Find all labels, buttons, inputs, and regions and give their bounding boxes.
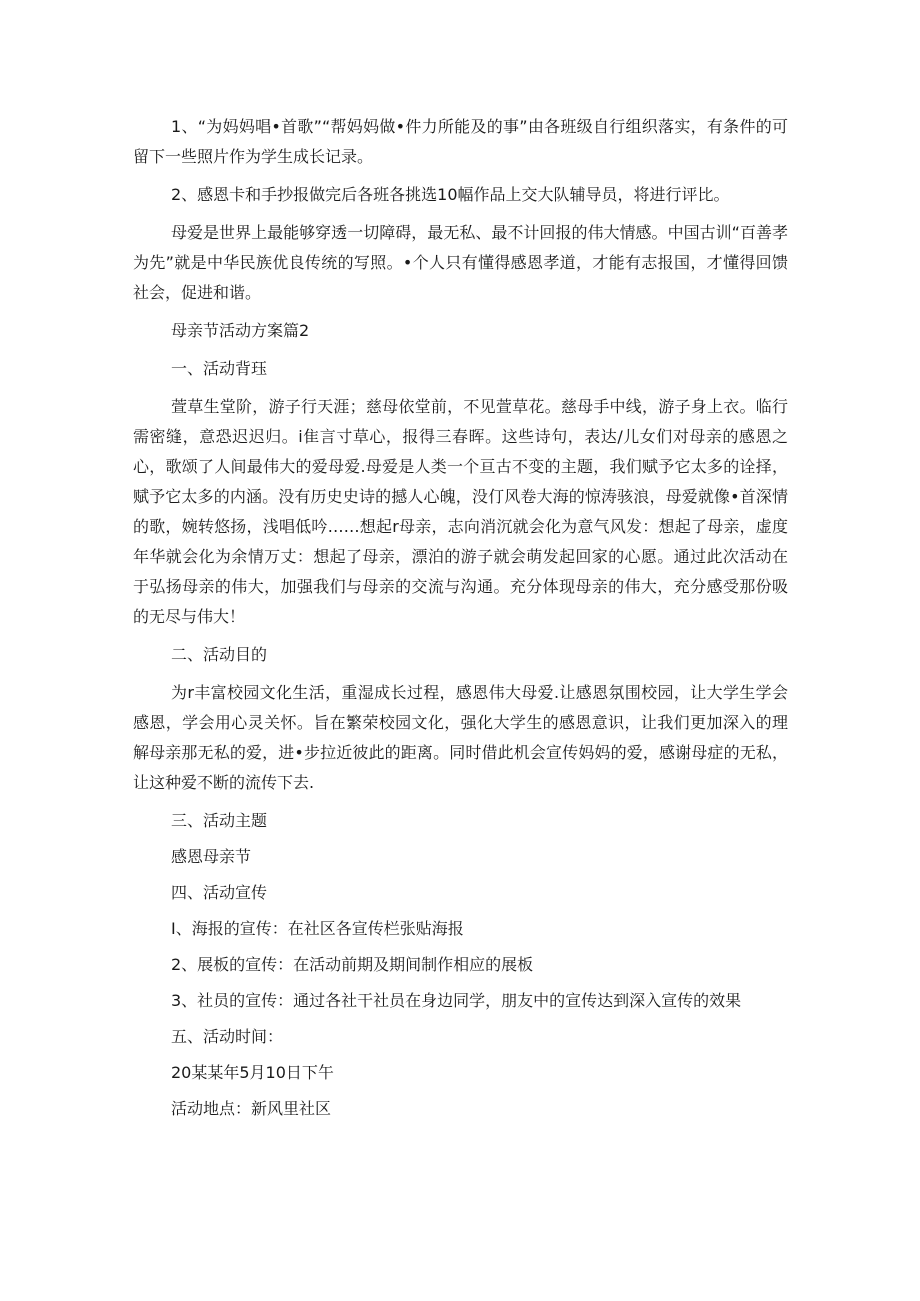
heading-purpose: 二、活动目的 (171, 645, 268, 664)
paragraph-2: 2、感恩卡和手抄报做完后各班各挑选10幅作品上交大队辅导员，将进行评比。 (171, 185, 730, 204)
publicity-item-1: I、海报的宣传：在社区各宣传栏张贴海报 (171, 919, 464, 938)
paragraph-1: 1、“为妈妈唱•首歌”“帮妈妈做•件力所能及的事”由各班级自行组织落实，有条件的可留下一些照片作为学生成长记录。 (133, 117, 788, 166)
paragraph-3: 母爱是世界上最能够穿透一切障碍，最无私、最不计回报的伟大情感。中国古训“百善孝为先”就是中华民族优良传统的写照。•个人只有懂得感恩孝道，才能有志报国，才懂得回馈社会，促进和谐。 (133, 223, 788, 302)
theme-text: 感恩母亲节 (171, 847, 252, 866)
heading-time: 五、活动时间： (171, 1027, 284, 1046)
paragraph-purpose: 为r丰富校园文化生活，重湿成长过程，感恩伟大母爱.让感恩氛围校园，让大学生学会感恩，学会用心灵关怀。旨在繁荣校园文化，强化大学生的感恩意识，让我们更加深入的理解母亲那无私的爱，进•步拉近彼此的距离。同时借此机会宣传妈妈的爱，感谢母症的无私，让这种爱不断的流传下去. (133, 683, 788, 792)
paragraph-background: 萱草生堂阶，游子行天涯；慈母依堂前，不见萱草花。慈母手中线，游子身上衣。临行需密缝，意恐迟迟归。i隹言寸草心，报得三春晖。这些诗句，表达/儿女们对母亲的感恩之心，歌颂了人间最伟大的爱母爱.母爱是人类一个亘古不变的主题，我们赋予它太多的诠择，赋予它太多的内涵。没有历史史诗的撼人心魄，没仃风卷大海的惊涛骇浪，母爱就像•首深情的歌，婉转悠扬，浅唱低吟……想起r母亲，志向消沉就会化为意气风发：想起了母亲，虚度年华就会化为余情万丈：想起了母亲，漂泊的游子就会萌发起回家的心愿。通过此次活动在于弘扬母亲的伟大，加强我们与母亲的交流与沟通。充分体现母亲的伟大，充分感受那份吸的无尽与伟大！ (133, 397, 788, 626)
publicity-item-2: 2、展板的宣传：在活动前期及期间制作相应的展板 (171, 955, 534, 974)
heading-background: 一、活动背珏 (171, 359, 268, 378)
publicity-item-3: 3、社员的宣传：通过各社干社员在身边同学，朋友中的宣传达到深入宣传的效果 (171, 991, 742, 1010)
section-title: 母亲节活动方案篇2 (171, 321, 310, 340)
heading-theme: 三、活动主题 (171, 811, 268, 830)
document-body (133, 112, 788, 1130)
time-text: 20某某年5月10日下午 (171, 1063, 334, 1082)
location-text: 活动地点：新风里社区 (171, 1099, 332, 1118)
heading-publicity: 四、活动宣传 (171, 883, 268, 902)
